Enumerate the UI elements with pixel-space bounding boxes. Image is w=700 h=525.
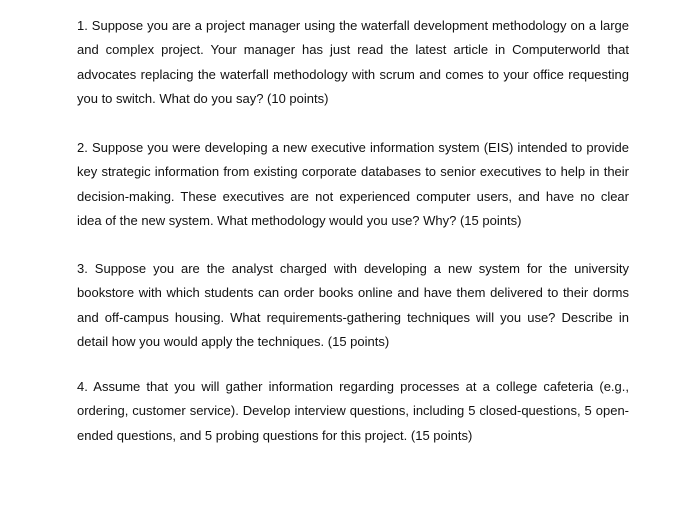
question-2: 2. Suppose you were developing a new executive information system (EIS) intended to provide key strategic information from existing corporate databases to senior executives to help in their decision-making. These executives are not experienced computer users, and have no clear idea of the new system. What methodology would you use? Why? (15 points) — [77, 140, 629, 228]
question-1: 1. Suppose you are a project manager using the waterfall development methodology on a large and complex project. Your manager has just read the latest article in Computerworld that advocates replacing the waterfall methodology with scrum and comes to your office requesting you to switch. What do you say? (10 points) — [77, 18, 629, 106]
question-4: 4. Assume that you will gather information regarding processes at a college cafeteria (e.g., ordering, customer service). Develop interview questions, including 5 closed-questions, 5 open-ended questions, and 5 probing questions for this project. (15 points) — [77, 379, 629, 443]
question-3: 3. Suppose you are the analyst charged with developing a new system for the university bookstore with which students can order books online and have them delivered to their dorms and off-campus housing. What requirements-gathering techniques will you use? Describe in detail how you would apply the techniques. (15 points) — [77, 261, 629, 349]
